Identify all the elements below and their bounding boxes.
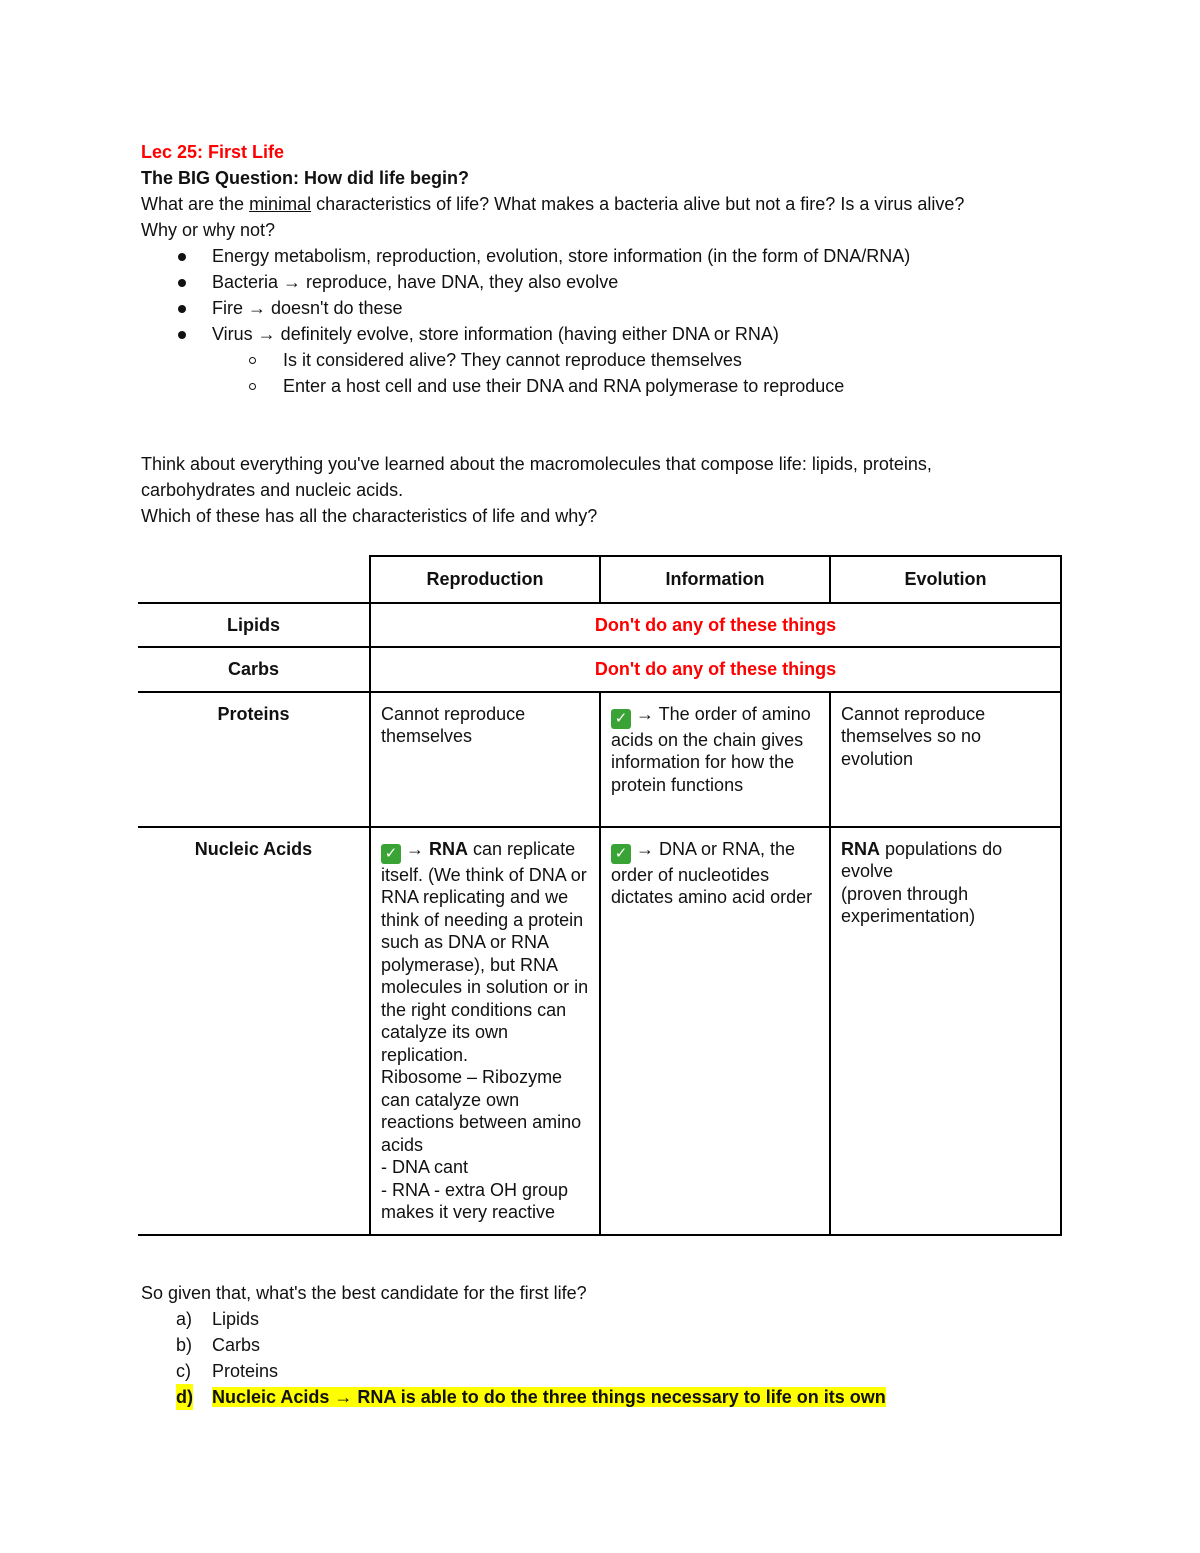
think-line2: carbohydrates and nucleic acids. — [141, 480, 404, 500]
table-row-proteins — [138, 692, 1061, 827]
list-item: Energy metabolism, reproduction, evolution, store information (in the form of DNA/RNA) — [141, 243, 1071, 269]
bullet-icon — [178, 331, 186, 339]
nucleic-reproduction-cell: ✓ → RNA can replicate itself. (We think of DNA or RNA replicating and we think of needing a protein such as DNA or RNA polymerase), but RNA molecules in solution or in the right conditions can catalyze its own replication. Ribosome – Ribozyme can catalyze own reactions between amino acids - DNA cant - RNA - extra OH group makes it very reactive — [370, 827, 600, 1235]
virus-sublist — [212, 347, 1071, 399]
sub-list-item: Is it considered alive? They cannot reproduce themselves — [212, 347, 1071, 373]
row-header-nucleic-acids: Nucleic Acids — [138, 827, 370, 1235]
answer-option: c) Proteins — [176, 1361, 279, 1381]
answer-option: a) Lipids — [176, 1309, 260, 1329]
think-line1: Think about everything you've learned about the macromolecules that compose life: lipids, proteins, — [141, 454, 932, 474]
intro-paragraph — [141, 191, 1071, 217]
row-header-lipids: Lipids — [138, 603, 370, 648]
nucleic-evolution-cell: RNA populations do evolve (proven through experimentation) — [830, 827, 1061, 1235]
bullet-icon — [178, 305, 186, 313]
big-question: The BIG Question: How did life begin? — [141, 168, 469, 188]
column-header-evolution: Evolution — [830, 556, 1061, 603]
answer-option: b) Carbs — [176, 1335, 261, 1355]
intro-part1: What are the — [141, 194, 250, 214]
check-mark-icon: ✓ — [611, 709, 631, 729]
check-mark-icon: ✓ — [611, 844, 631, 864]
think-line3: Which of these has all the characteristics of life and why? — [141, 506, 598, 526]
nucleic-information-cell: ✓ → DNA or RNA, the order of nucleotides dictates amino acid order — [600, 827, 830, 1235]
proteins-reproduction-cell: Cannot reproduce themselves — [370, 692, 600, 827]
proteins-evolution-cell: Cannot reproduce themselves so no evolution — [830, 692, 1061, 827]
notes-section — [141, 139, 1071, 529]
table-row-lipids — [138, 603, 1061, 648]
table-row-carbs — [138, 647, 1061, 692]
list-item: Virus → definitely evolve, store information (having either DNA or RNA) Is it considered alive? They cannot reproduce themselves Enter a host cell and use their DNA and RNA polymerase to reproduce — [141, 321, 1071, 399]
sub-list-item: Enter a host cell and use their DNA and RNA polymerase to reproduce — [212, 373, 1071, 399]
table-corner-cell — [138, 556, 370, 603]
proteins-information-cell: ✓ → The order of amino acids on the chain gives information for how the protein functions — [600, 692, 830, 827]
correct-answer-option: d) Nucleic Acids → RNA is able to do the three things necessary to life on its own — [141, 1384, 1071, 1410]
bullet-icon — [178, 253, 186, 261]
answer-options — [141, 1306, 1071, 1410]
table-row-nucleic-acids — [138, 827, 1061, 1235]
characteristics-list — [141, 243, 1071, 399]
row-header-proteins: Proteins — [138, 692, 370, 827]
list-item: Bacteria → reproduce, have DNA, they also evolve — [141, 269, 1071, 295]
list-item: Fire → doesn't do these — [141, 295, 1071, 321]
column-header-information: Information — [600, 556, 830, 603]
lipids-summary-cell: Don't do any of these things — [370, 603, 1061, 648]
intro-part2: characteristics of life? What makes a bacteria alive but not a fire? Is a virus alive? — [311, 194, 965, 214]
intro-line2: Why or why not? — [141, 220, 276, 240]
column-header-reproduction: Reproduction — [370, 556, 600, 603]
bullet-icon — [178, 279, 186, 287]
question-section — [141, 1280, 1071, 1410]
check-mark-icon: ✓ — [381, 844, 401, 864]
question-prompt: So given that, what's the best candidate for the first life? — [141, 1283, 587, 1303]
row-header-carbs: Carbs — [138, 647, 370, 692]
intro-underlined-word: minimal — [249, 194, 312, 214]
table-header-row — [138, 556, 1061, 603]
hollow-bullet-icon — [249, 357, 256, 364]
page-title: Lec 25: First Life — [141, 142, 285, 162]
macromolecule-table — [138, 555, 1062, 1236]
carbs-summary-cell: Don't do any of these things — [370, 647, 1061, 692]
hollow-bullet-icon — [249, 383, 256, 390]
highlighted-answer: Nucleic Acids → RNA is able to do the three things necessary to life on its own — [212, 1387, 886, 1407]
